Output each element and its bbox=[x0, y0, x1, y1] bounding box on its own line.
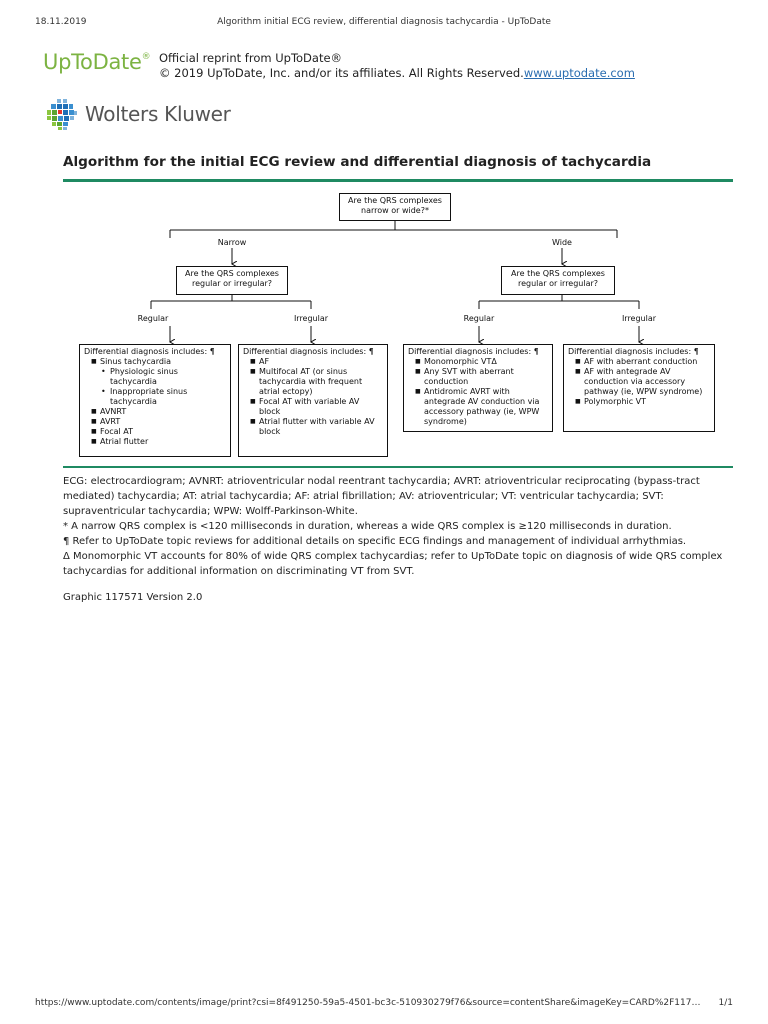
branch-label-wide-irregular: Irregular bbox=[621, 314, 657, 323]
branch-label-wide-regular: Regular bbox=[463, 314, 495, 323]
dd-item: ■ AVRT bbox=[84, 417, 226, 427]
dd-item: ■ Atrial flutter with variable AV block bbox=[243, 417, 383, 437]
uptodate-link[interactable]: www.uptodate.com bbox=[523, 66, 635, 80]
asterisk-note: * A narrow QRS complex is <120 milliseconds in duration, whereas a wide QRS complex is ≥120 milliseconds in duration. bbox=[63, 521, 672, 532]
root-question-line-2: narrow or wide?* bbox=[361, 206, 429, 215]
dd-narrow-regular bbox=[79, 344, 231, 457]
uptodate-logo-text: UpToDate bbox=[43, 50, 142, 74]
wide-question-box bbox=[501, 266, 615, 295]
dd-list bbox=[408, 357, 548, 427]
dd-heading: Differential diagnosis includes: ¶ bbox=[243, 347, 374, 356]
wolters-kluwer-mark-icon bbox=[46, 98, 78, 130]
dd-item: ■ Focal AT bbox=[84, 427, 226, 437]
narrow-question-line-2: regular or irregular? bbox=[191, 279, 273, 288]
print-page-title: Algorithm initial ECG review, differential diagnosis tachycardia - UpToDate bbox=[217, 17, 551, 27]
branch-label-narrow-regular: Regular bbox=[137, 314, 169, 323]
branch-label-wide: Wide bbox=[552, 238, 572, 247]
dd-item: ■ AF with antegrade AV conduction via accessory pathway (ie, WPW syndrome) bbox=[568, 367, 710, 397]
tachycardia-flowchart bbox=[63, 186, 733, 458]
uptodate-logo[interactable] bbox=[43, 50, 150, 74]
narrow-question-box bbox=[176, 266, 288, 295]
reprint-line-1: Official reprint from UpToDate® bbox=[159, 51, 343, 65]
dd-item: ■ Atrial flutter bbox=[84, 437, 226, 447]
dd-sub-item: • Physiologic sinus tachycardia bbox=[84, 367, 226, 387]
footnotes bbox=[63, 474, 725, 579]
notes-rule bbox=[63, 466, 733, 468]
dd-heading: Differential diagnosis includes: ¶ bbox=[408, 347, 539, 356]
dd-sub-item: • Inappropriate sinus tachycardia bbox=[84, 387, 226, 407]
print-date: 18.11.2019 bbox=[35, 17, 87, 27]
reprint-notice bbox=[159, 51, 635, 81]
branch-label-narrow-irregular: Irregular bbox=[293, 314, 329, 323]
registered-mark: ® bbox=[141, 52, 151, 62]
wide-question-line-1: Are the QRS complexes bbox=[511, 269, 605, 278]
root-question-line-1: Are the QRS complexes bbox=[348, 196, 442, 205]
dd-narrow-irregular bbox=[238, 344, 388, 457]
dd-item: ■ Monomorphic VTΔ bbox=[408, 357, 548, 367]
title-rule bbox=[63, 179, 733, 182]
graphic-version: Graphic 117571 Version 2.0 bbox=[63, 592, 203, 603]
graphic-title: Algorithm for the initial ECG review and differential diagnosis of tachycardia bbox=[63, 154, 652, 170]
dd-item: ■ Sinus tachycardia bbox=[84, 357, 226, 367]
dd-list bbox=[243, 357, 383, 437]
print-url: https://www.uptodate.com/contents/image/print?csi=8f491250-59a5-4501-bc3c-510930279f76&source=contentShare&imageKey=CARD%2F117… bbox=[35, 998, 701, 1008]
dd-item: ■ AVNRT bbox=[84, 407, 226, 417]
dd-item: ■ AF bbox=[243, 357, 383, 367]
dd-wide-irregular bbox=[563, 344, 715, 432]
root-question-box bbox=[339, 193, 451, 221]
dd-item: ■ Any SVT with aberrant conduction bbox=[408, 367, 548, 387]
print-header bbox=[35, 17, 733, 31]
dd-list bbox=[84, 357, 226, 447]
print-footer bbox=[35, 998, 733, 1012]
narrow-question-line-1: Are the QRS complexes bbox=[185, 269, 279, 278]
abbreviations-note: ECG: electrocardiogram; AVNRT: atrioventricular nodal reentrant tachycardia; AVRT: atrioventricular reciprocating (bypass-tract mediated) tachycardia; AT: atrial tachycardia; AF: atrial fibrillation; AV: atrioventricular; VT: ventricular tachycardia; SVT: supraventricular tachycardia; WPW: Wolff-Parkinson-White. bbox=[63, 476, 700, 517]
dd-item: ■ Polymorphic VT bbox=[568, 397, 710, 407]
dd-item: ■ Multifocal AT (or sinus tachycardia with frequent atrial ectopy) bbox=[243, 367, 383, 397]
reprint-line-2 bbox=[159, 66, 635, 81]
wolters-kluwer-wordmark: Wolters Kluwer bbox=[85, 102, 231, 126]
copyright-text: © 2019 UpToDate, Inc. and/or its affiliates. All Rights Reserved. bbox=[159, 66, 524, 80]
dd-heading: Differential diagnosis includes: ¶ bbox=[568, 347, 699, 356]
dd-item: ■ Antidromic AVRT with antegrade AV conduction via accessory pathway (ie, WPW syndrome) bbox=[408, 387, 548, 427]
pilcrow-note: ¶ Refer to UpToDate topic reviews for additional details on specific ECG findings and management of individual arrhythmias. bbox=[63, 536, 687, 547]
dd-wide-regular bbox=[403, 344, 553, 432]
branch-label-narrow: Narrow bbox=[217, 238, 247, 247]
dd-list bbox=[568, 357, 710, 407]
dd-item: ■ AF with aberrant conduction bbox=[568, 357, 710, 367]
page-number: 1/1 bbox=[718, 998, 733, 1008]
dd-heading: Differential diagnosis includes: ¶ bbox=[84, 347, 215, 356]
dd-item: ■ Focal AT with variable AV block bbox=[243, 397, 383, 417]
delta-note: Δ Monomorphic VT accounts for 80% of wide QRS complex tachycardias; refer to UpToDate topic on diagnosis of wide QRS complex tachycardias for additional information on discriminating VT from SVT. bbox=[63, 551, 723, 577]
wide-question-line-2: regular or irregular? bbox=[517, 279, 599, 288]
